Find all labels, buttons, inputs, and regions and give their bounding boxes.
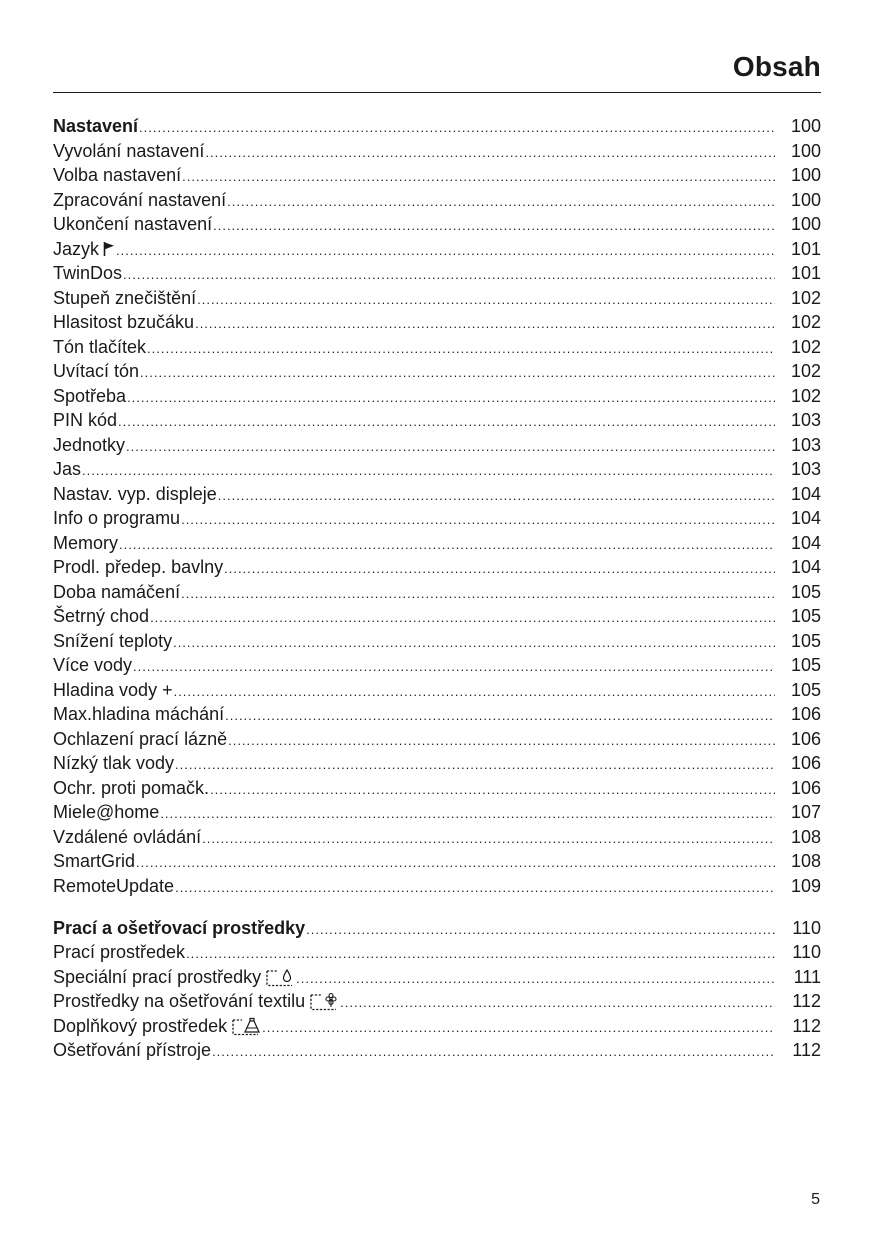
- toc-entry-label: Hladina vody +: [53, 679, 173, 700]
- toc-entry-label: Ukončení nastavení: [53, 214, 213, 234]
- dot-leader: [174, 680, 775, 705]
- toc-page-number: 106: [790, 728, 821, 749]
- toc-page-number: 106: [790, 753, 821, 773]
- toc-page-number: 105: [790, 581, 821, 602]
- toc-page-number: 102: [790, 336, 821, 357]
- toc-entry[interactable]: [53, 163, 821, 188]
- toc-entry-label: Jednotky: [53, 434, 126, 455]
- toc-entry-label: TwinDos: [53, 263, 123, 283]
- dot-leader: [218, 484, 775, 509]
- toc-page-number: 100: [790, 189, 821, 210]
- flag-icon: [103, 241, 115, 257]
- toc-entry-label: Snížení teploty: [53, 630, 173, 651]
- dot-leader: [296, 967, 775, 992]
- header-divider: [53, 92, 821, 93]
- dot-leader: [82, 459, 775, 484]
- toc-page-number: 108: [790, 851, 821, 871]
- toc-entry[interactable]: [53, 188, 821, 213]
- toc-entry-label: Tón tlačítek: [53, 336, 147, 357]
- toc-entry[interactable]: [53, 457, 821, 482]
- toc-entry[interactable]: [53, 310, 821, 335]
- toc-page-number: 102: [790, 312, 821, 332]
- dot-leader: [173, 631, 775, 656]
- toc-entry-label: Jazyk: [53, 238, 100, 259]
- toc-page-number: 105: [790, 606, 821, 626]
- table-of-contents: [53, 114, 821, 1063]
- toc-section-praci-prostredky: [53, 916, 821, 1063]
- dot-leader: [136, 851, 775, 876]
- toc-entry[interactable]: [53, 702, 821, 727]
- toc-entry-label: Vyvolání nastavení: [53, 140, 205, 161]
- toc-entry-label: Miele@home: [53, 802, 160, 822]
- toc-entry[interactable]: [53, 1038, 821, 1063]
- toc-entry[interactable]: [53, 261, 821, 286]
- dot-leader: [306, 918, 775, 943]
- toc-entry-label: Prostředky na ošetřování textilu: [53, 991, 306, 1011]
- toc-entry-label: RemoteUpdate: [53, 875, 175, 896]
- toc-entry[interactable]: [53, 408, 821, 433]
- toc-page-number: 104: [790, 483, 821, 504]
- page-number: 5: [811, 1191, 820, 1208]
- dot-leader: [227, 190, 775, 215]
- toc-entry[interactable]: [53, 989, 821, 1014]
- dot-leader: [126, 435, 775, 460]
- toc-page-number: 111: [793, 966, 821, 987]
- toc-heading[interactable]: [53, 916, 821, 941]
- toc-entry[interactable]: [53, 629, 821, 654]
- toc-entry[interactable]: [53, 237, 821, 262]
- toc-page-number: 103: [790, 459, 821, 479]
- dot-leader: [133, 655, 775, 680]
- dot-leader: [262, 1016, 775, 1041]
- dot-leader: [175, 753, 775, 778]
- toc-entry-label: Doba namáčení: [53, 581, 181, 602]
- toc-page-number: 103: [790, 410, 821, 430]
- toc-entry[interactable]: [53, 751, 821, 776]
- toc-page-number: 102: [790, 287, 821, 308]
- toc-entry[interactable]: [53, 849, 821, 874]
- dot-leader: [225, 704, 775, 729]
- dot-leader: [160, 802, 775, 827]
- dot-leader: [181, 508, 775, 533]
- additive-compartment-icon: [231, 1016, 261, 1036]
- toc-page-number: 100: [790, 165, 821, 185]
- toc-entry[interactable]: [53, 384, 821, 409]
- toc-page-number: 106: [790, 777, 821, 798]
- toc-section-nastaveni: [53, 114, 821, 898]
- toc-page-number: 101: [790, 263, 821, 283]
- fabric-conditioner-compartment-icon: [309, 991, 339, 1011]
- toc-page-number: 104: [790, 508, 821, 528]
- toc-entry[interactable]: [53, 359, 821, 384]
- toc-entry[interactable]: [53, 678, 821, 703]
- toc-entry-label: Doplňkový prostředek: [53, 1015, 228, 1036]
- dot-leader: [116, 239, 775, 264]
- dot-leader: [213, 214, 775, 239]
- toc-page-number: 105: [790, 679, 821, 700]
- dot-leader: [202, 827, 775, 852]
- toc-page-number: 110: [792, 917, 821, 938]
- special-detergent-compartment-icon: [265, 967, 295, 987]
- toc-page-number: 104: [790, 557, 821, 577]
- dot-leader: [139, 116, 775, 141]
- toc-entry[interactable]: [53, 727, 821, 752]
- dot-leader: [186, 942, 775, 967]
- dot-leader: [210, 778, 775, 803]
- toc-entry[interactable]: [53, 874, 821, 899]
- toc-entry-label: Více vody: [53, 655, 133, 675]
- toc-entry-label: Ochr. proti pomačk.: [53, 777, 210, 798]
- toc-entry-label: Prodl. předep. bavlny: [53, 557, 224, 577]
- toc-page-number: 100: [790, 116, 821, 136]
- toc-heading[interactable]: [53, 114, 821, 139]
- toc-page-number: 112: [792, 1040, 821, 1060]
- toc-entry-label: Info o programu: [53, 508, 181, 528]
- dot-leader: [118, 410, 775, 435]
- page-title: Obsah: [732, 51, 821, 82]
- toc-page-number: 105: [790, 630, 821, 651]
- toc-entry[interactable]: [53, 1014, 821, 1039]
- toc-entry-label: Jas: [53, 459, 82, 479]
- toc-entry-label: Vzdálené ovládání: [53, 826, 202, 847]
- toc-page-number: 112: [792, 1015, 821, 1036]
- toc-entry-label: Speciální prací prostředky: [53, 966, 262, 987]
- dot-leader: [175, 876, 775, 901]
- toc-heading-label: Prací a ošetřovací prostředky: [53, 917, 306, 938]
- toc-entry[interactable]: [53, 482, 821, 507]
- toc-page-number: 102: [790, 385, 821, 406]
- toc-entry-label: SmartGrid: [53, 851, 136, 871]
- toc-entry-label: Nastav. vyp. displeje: [53, 483, 217, 504]
- toc-entry-label: Hlasitost bzučáku: [53, 312, 195, 332]
- dot-leader: [212, 1040, 775, 1065]
- dot-leader: [119, 533, 775, 558]
- toc-page-number: 103: [790, 434, 821, 455]
- toc-entry-label: PIN kód: [53, 410, 118, 430]
- dot-leader: [123, 263, 775, 288]
- toc-entry-label: Ochlazení prací lázně: [53, 728, 228, 749]
- toc-entry[interactable]: [53, 433, 821, 458]
- toc-entry-label: Zpracování nastavení: [53, 189, 227, 210]
- dot-leader: [195, 312, 775, 337]
- toc-entry[interactable]: [53, 531, 821, 556]
- toc-page-number: 102: [790, 361, 821, 381]
- toc-heading-label: Nastavení: [53, 116, 139, 136]
- dot-leader: [205, 141, 775, 166]
- toc-entry-label: Stupeň znečištění: [53, 287, 197, 308]
- toc-page-number: 101: [790, 238, 821, 259]
- toc-page-number: 107: [790, 802, 821, 822]
- toc-entry[interactable]: [53, 653, 821, 678]
- toc-entry[interactable]: [53, 800, 821, 825]
- toc-entry-label: Spotřeba: [53, 385, 127, 406]
- toc-entry-label: Šetrný chod: [53, 606, 150, 626]
- toc-entry[interactable]: [53, 212, 821, 237]
- toc-page-number: 109: [790, 875, 821, 896]
- toc-page-number: 112: [792, 991, 821, 1011]
- toc-entry[interactable]: [53, 506, 821, 531]
- toc-entry[interactable]: [53, 286, 821, 311]
- toc-entry[interactable]: [53, 580, 821, 605]
- toc-page-number: 105: [790, 655, 821, 675]
- dot-leader: [140, 361, 775, 386]
- toc-entry[interactable]: [53, 825, 821, 850]
- dot-leader: [197, 288, 775, 313]
- toc-entry[interactable]: [53, 604, 821, 629]
- dot-leader: [127, 386, 775, 411]
- toc-entry-label: Ošetřování přístroje: [53, 1040, 212, 1060]
- toc-entry-label: Memory: [53, 532, 119, 553]
- toc-entry-label: Prací prostředek: [53, 942, 186, 962]
- toc-entry[interactable]: [53, 940, 821, 965]
- toc-entry-label: Max.hladina máchání: [53, 704, 225, 724]
- dot-leader: [228, 729, 775, 754]
- toc-entry[interactable]: [53, 335, 821, 360]
- dot-leader: [340, 991, 775, 1016]
- toc-page-number: 100: [790, 214, 821, 234]
- toc-page-number: 110: [792, 942, 821, 962]
- toc-entry[interactable]: [53, 139, 821, 164]
- dot-leader: [150, 606, 775, 631]
- toc-page-number: 108: [790, 826, 821, 847]
- toc-entry[interactable]: [53, 555, 821, 580]
- dot-leader: [182, 165, 775, 190]
- toc-page-number: 106: [790, 704, 821, 724]
- toc-page-number: 104: [790, 532, 821, 553]
- toc-page-number: 100: [790, 140, 821, 161]
- dot-leader: [224, 557, 775, 582]
- toc-entry-label: Nízký tlak vody: [53, 753, 175, 773]
- toc-entry-label: Uvítací tón: [53, 361, 140, 381]
- toc-entry[interactable]: [53, 776, 821, 801]
- dot-leader: [147, 337, 775, 362]
- toc-entry[interactable]: [53, 965, 821, 990]
- dot-leader: [181, 582, 775, 607]
- toc-entry-label: Volba nastavení: [53, 165, 182, 185]
